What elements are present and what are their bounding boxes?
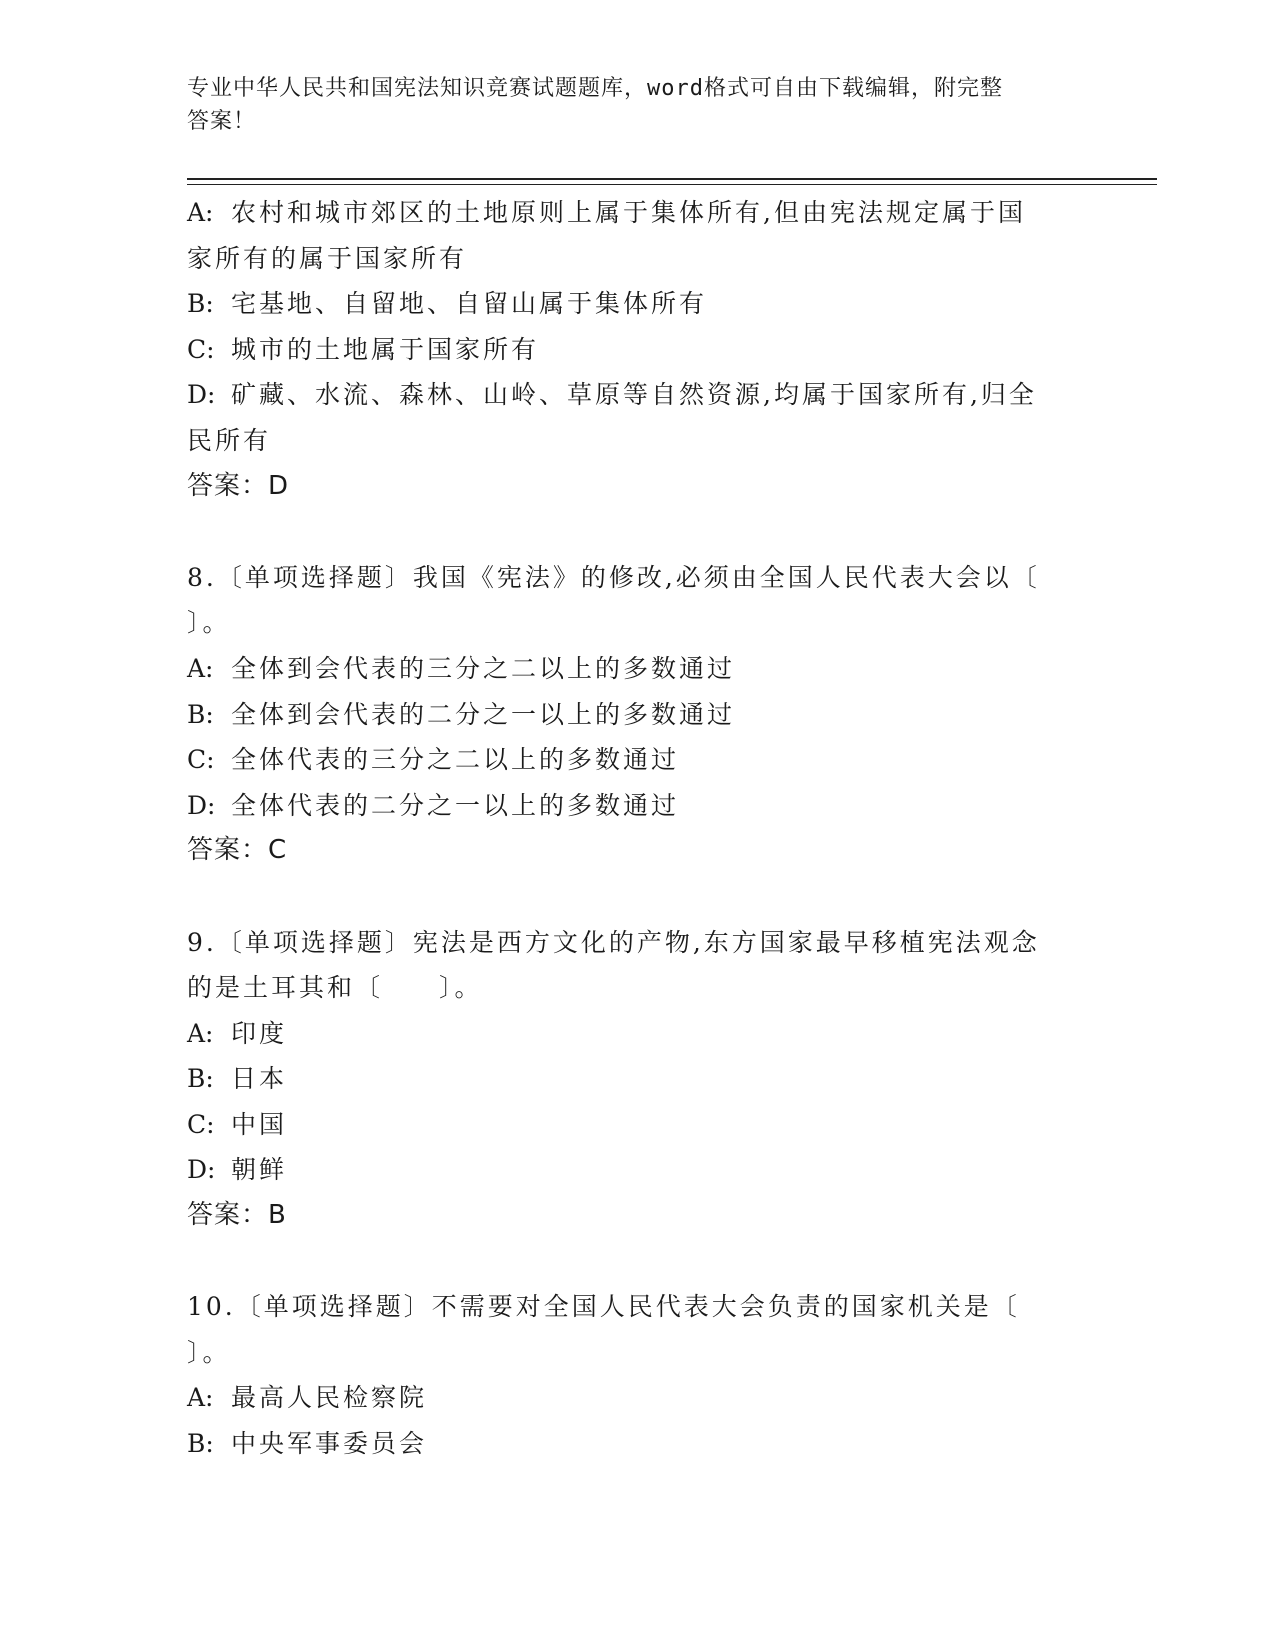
option-text: 农村和城市郊区的土地原则上属于集体所有,但由宪法规定属于国 [231,198,1026,227]
option-label: C: [187,334,215,364]
option-label: C: [187,1109,215,1139]
option-text: 朝鲜 [231,1155,288,1185]
option-a [187,1375,1067,1421]
option-label: B: [187,699,214,729]
question-stem-continuation: 〕。 [187,1337,231,1367]
option-d [187,1147,1067,1193]
document-header [187,72,1067,138]
option-text: 矿藏、水流、森林、山岭、草原等自然资源,均属于国家所有,归全 [231,380,1037,410]
spacer [187,509,1067,555]
option-label: D: [187,1155,216,1185]
question-7-options [187,190,1067,509]
question-10 [187,1284,1067,1466]
option-label: A: [187,198,214,227]
option-text: 中国 [231,1109,288,1139]
option-label: C: [187,745,215,775]
header-divider-thin [187,184,1157,185]
option-d [187,372,1067,418]
question-stem-continuation: 〕。 [187,608,231,638]
answer-line: 答案：D [187,470,290,501]
question-stem-continuation: 的是土耳其和〔 〕。 [187,973,483,1003]
answer-line: 答案：B [187,1200,287,1231]
option-label: B: [187,1429,214,1459]
option-a [187,1011,1067,1057]
answer-line: 答案：C [187,835,288,866]
header-line-1: 专业中华人民共和国宪法知识竞赛试题题库，word格式可自由下载编辑，附完整 [187,76,1003,101]
question-stem: 9.〔单项选择题〕宪法是西方文化的产物,东方国家最早移植宪法观念 [187,927,1040,957]
option-text: 城市的土地属于国家所有 [231,334,540,364]
option-label: A: [187,1383,214,1413]
question-stem: 10.〔单项选择题〕不需要对全国人民代表大会负责的国家机关是〔 [187,1292,1020,1322]
header-divider-thick [187,178,1157,180]
option-text: 全体到会代表的三分之二以上的多数通过 [231,653,736,683]
option-a [187,190,1067,236]
spacer [187,874,1067,920]
option-text: 宅基地、自留地、自留山属于集体所有 [231,289,708,319]
option-label: B: [187,1064,214,1094]
option-text: 日本 [231,1064,288,1094]
option-d [187,783,1067,829]
option-label: B: [187,289,214,319]
option-text: 最高人民检察院 [231,1383,428,1413]
option-d-continuation: 民所有 [187,425,272,455]
option-a [187,646,1067,692]
option-c [187,327,1067,373]
option-text: 全体代表的三分之二以上的多数通过 [231,745,680,775]
spacer [187,1239,1067,1285]
option-c [187,737,1067,783]
question-stem: 8.〔单项选择题〕我国《宪法》的修改,必须由全国人民代表大会以〔 [187,562,1040,592]
option-b [187,281,1067,327]
option-text: 中央军事委员会 [231,1429,428,1459]
option-label: D: [187,380,216,410]
question-9 [187,920,1067,1239]
option-b [187,1421,1067,1467]
option-b [187,1056,1067,1102]
option-b [187,692,1067,738]
option-label: A: [187,653,214,683]
option-label: D: [187,790,216,820]
option-c [187,1102,1067,1148]
option-text: 全体代表的二分之一以上的多数通过 [231,790,680,820]
option-text: 全体到会代表的二分之一以上的多数通过 [231,699,736,729]
question-8 [187,555,1067,874]
option-a-continuation: 家所有的属于国家所有 [187,243,468,273]
option-text: 印度 [231,1018,288,1048]
header-line-2: 答案！ [187,109,257,134]
option-label: A: [187,1018,214,1048]
question-list [187,190,1067,1467]
